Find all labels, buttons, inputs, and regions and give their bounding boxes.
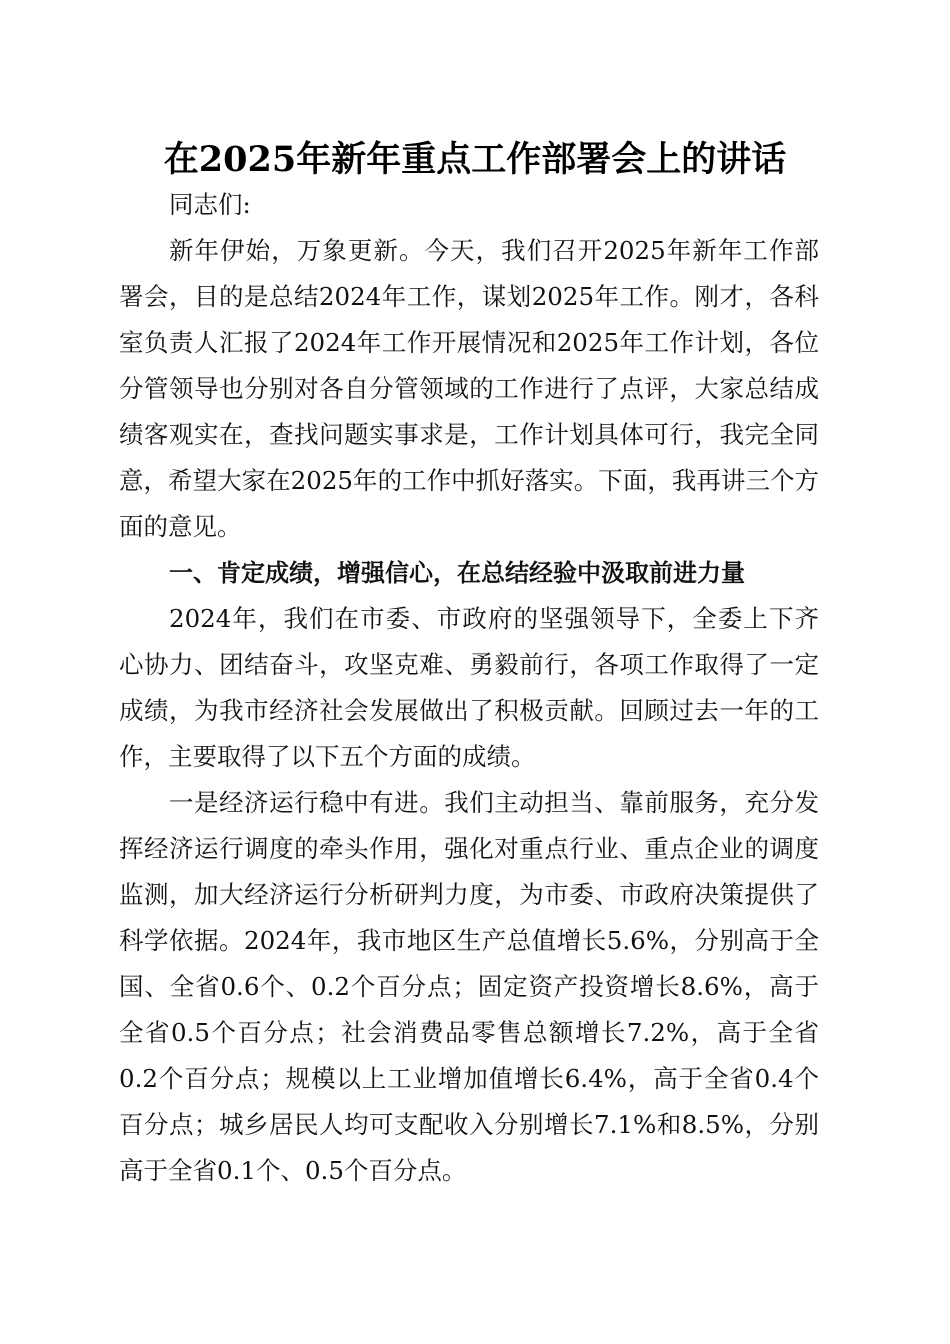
- salutation: 同志们:: [169, 190, 251, 219]
- section-1-paragraph-2: 一是经济运行稳中有进。我们主动担当、靠前服务，充分发挥经济运行调度的牵头作用，强化对重点行业、重点企业的调度监测，加大经济运行分析研判力度，为市委、市政府决策提供了科学依据。2024年，我市地区生产总值增长5.6%，分别高于全国、全省0.6个、0.2个百分点；固定资产投资增长8.6%，高于全省0.5个百分点；社会消费品零售总额增长7.2%，高于全省0.2个百分点；规模以上工业增加值增长6.4%，高于全省0.4个百分点；城乡居民人均可支配收入分别增长7.1%和8.5%，分别高于全省0.1个、0.5个百分点。: [119, 788, 819, 1185]
- section-1-heading: 一、肯定成绩，增强信心，在总结经验中汲取前进力量: [169, 559, 745, 587]
- document-title: 在2025年新年重点工作部署会上的讲话: [163, 139, 787, 180]
- section-1-paragraph-1: 2024年，我们在市委、市政府的坚强领导下，全委上下齐心协力、团结奋斗，攻坚克难、勇毅前行，各项工作取得了一定成绩，为我市经济社会发展做出了积极贡献。回顾过去一年的工作，主要取得了以下五个方面的成绩。: [119, 604, 819, 771]
- document-body: [119, 182, 819, 1194]
- intro-paragraph: 新年伊始，万象更新。今天，我们召开2025年新年工作部署会，目的是总结2024年工作，谋划2025年工作。刚才，各科室负责人汇报了2024年工作开展情况和2025年工作计划，各位分管领导也分别对各自分管领域的工作进行了点评，大家总结成绩客观实在，查找问题实事求是，工作计划具体可行，我完全同意，希望大家在2025年的工作中抓好落实。下面，我再讲三个方面的意见。: [119, 236, 819, 541]
